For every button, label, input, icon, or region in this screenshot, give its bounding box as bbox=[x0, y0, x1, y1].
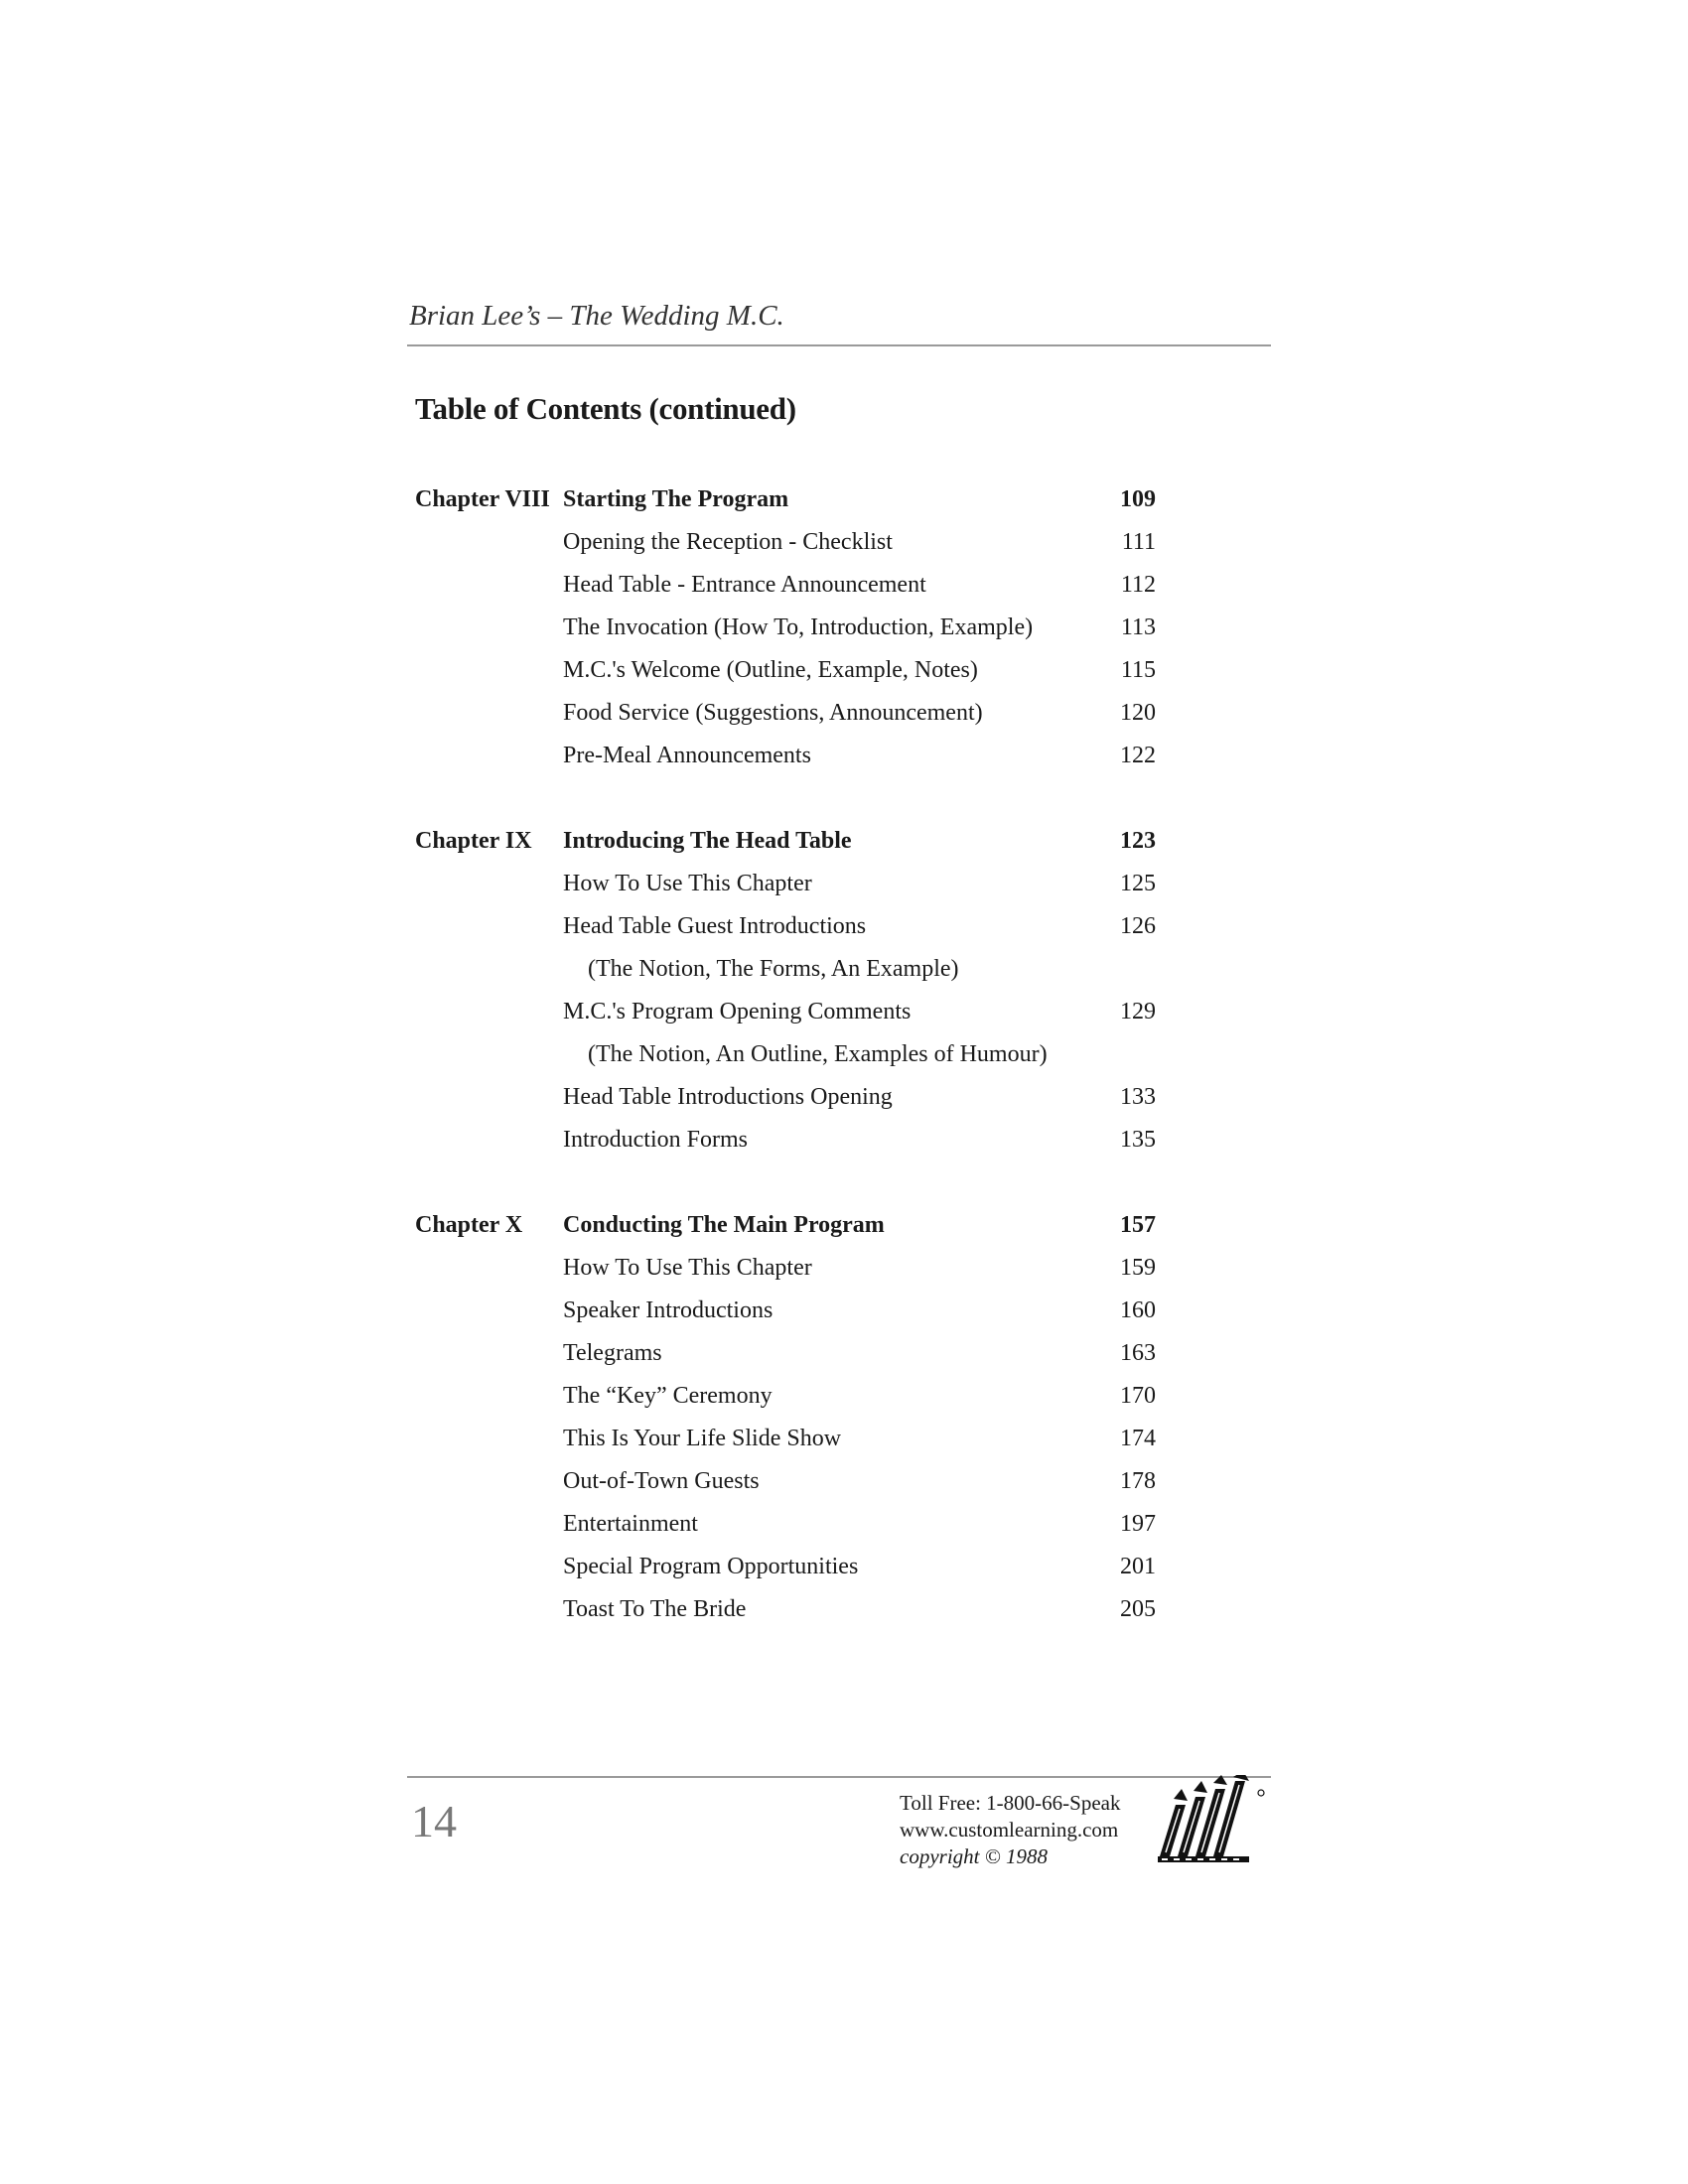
toc-entry bbox=[415, 692, 1160, 735]
toc-entry bbox=[415, 521, 1160, 564]
entry-page: 178 bbox=[1120, 1468, 1156, 1494]
entry-page: 126 bbox=[1120, 913, 1156, 939]
toc-entry-note bbox=[415, 1033, 1160, 1076]
entry-title: How To Use This Chapter bbox=[563, 871, 812, 896]
entry-page: 133 bbox=[1120, 1084, 1156, 1110]
entry-page: 113 bbox=[1120, 614, 1156, 640]
entry-title: Opening the Reception - Checklist bbox=[563, 529, 893, 555]
chapter-page: 123 bbox=[1120, 828, 1156, 854]
toc-entry bbox=[415, 1332, 1160, 1375]
entry-title: The Invocation (How To, Introduction, Example) bbox=[563, 614, 1034, 640]
toc-entry-note bbox=[415, 948, 1160, 991]
entry-page: 111 bbox=[1121, 529, 1156, 555]
copyright-notice: copyright © 1988 bbox=[900, 1844, 1048, 1868]
entry-page: 115 bbox=[1120, 657, 1156, 683]
chapter-heading bbox=[415, 1204, 1160, 1247]
toc-list bbox=[415, 478, 1160, 1674]
chapter-label: Chapter IX bbox=[415, 828, 532, 854]
toc-entry bbox=[415, 991, 1160, 1033]
toll-free-number: Toll Free: 1-800-66-Speak bbox=[900, 1791, 1121, 1815]
entry-title: Telegrams bbox=[563, 1340, 662, 1366]
website-url: www.customlearning.com bbox=[900, 1818, 1119, 1842]
entry-title: Toast To The Bride bbox=[563, 1596, 747, 1622]
toc-section-chapter-x bbox=[415, 1204, 1160, 1631]
chapter-label: Chapter X bbox=[415, 1212, 523, 1238]
entry-page: 160 bbox=[1120, 1297, 1156, 1323]
header-rule bbox=[407, 344, 1271, 346]
entry-title: Head Table - Entrance Announcement bbox=[563, 572, 926, 598]
toc-entry bbox=[415, 1418, 1160, 1460]
footer-contact bbox=[900, 1790, 1120, 1870]
entry-page: 174 bbox=[1120, 1426, 1156, 1451]
entry-page: 201 bbox=[1120, 1554, 1156, 1579]
entry-page: 125 bbox=[1120, 871, 1156, 896]
toc-entry bbox=[415, 863, 1160, 905]
entry-title: Speaker Introductions bbox=[563, 1297, 774, 1323]
entry-title: M.C.'s Welcome (Outline, Example, Notes) bbox=[563, 657, 978, 683]
toc-entry bbox=[415, 1119, 1160, 1161]
toc-entry bbox=[415, 1375, 1160, 1418]
toc-entry bbox=[415, 649, 1160, 692]
entry-title: Pre-Meal Announcements bbox=[563, 743, 811, 768]
entry-page: 112 bbox=[1120, 572, 1156, 598]
toc-entry bbox=[415, 905, 1160, 948]
entry-title: Food Service (Suggestions, Announcement) bbox=[563, 700, 983, 726]
chapter-title: Conducting The Main Program bbox=[563, 1212, 885, 1238]
toc-entry bbox=[415, 1546, 1160, 1588]
page-number: 14 bbox=[411, 1796, 457, 1846]
toc-entry bbox=[415, 1247, 1160, 1290]
chapter-title: Starting The Program bbox=[563, 486, 789, 512]
chapter-title: Introducing The Head Table bbox=[563, 828, 852, 854]
chapter-heading bbox=[415, 820, 1160, 863]
publisher-logo-icon bbox=[1156, 1775, 1273, 1864]
entry-title: Head Table Guest Introductions bbox=[563, 913, 867, 939]
entry-title: The “Key” Ceremony bbox=[563, 1383, 773, 1409]
entry-title: M.C.'s Program Opening Comments bbox=[563, 999, 912, 1024]
entry-title: Out-of-Town Guests bbox=[563, 1468, 760, 1494]
entry-title: How To Use This Chapter bbox=[563, 1255, 812, 1281]
entry-page: 170 bbox=[1120, 1383, 1156, 1409]
entry-page: 135 bbox=[1120, 1127, 1156, 1153]
entry-page: 205 bbox=[1120, 1596, 1156, 1622]
toc-entry bbox=[415, 1460, 1160, 1503]
entry-title: This Is Your Life Slide Show bbox=[563, 1426, 842, 1451]
entry-page: 197 bbox=[1120, 1511, 1156, 1537]
entry-page: 120 bbox=[1120, 700, 1156, 726]
chapter-heading bbox=[415, 478, 1160, 521]
chapter-label: Chapter VIII bbox=[415, 486, 550, 512]
entry-title: Introduction Forms bbox=[563, 1127, 748, 1153]
entry-title: Head Table Introductions Opening bbox=[563, 1084, 893, 1110]
toc-entry bbox=[415, 607, 1160, 649]
running-head: Brian Lee’s – The Wedding M.C. bbox=[409, 300, 784, 332]
entry-note: (The Notion, An Outline, Examples of Humour) bbox=[588, 1041, 1048, 1067]
toc-entry bbox=[415, 1076, 1160, 1119]
entry-title: Entertainment bbox=[563, 1511, 698, 1537]
entry-page: 122 bbox=[1120, 743, 1156, 768]
toc-entry bbox=[415, 564, 1160, 607]
toc-title: Table of Contents (continued) bbox=[415, 391, 796, 426]
entry-title: Special Program Opportunities bbox=[563, 1554, 859, 1579]
entry-page: 163 bbox=[1120, 1340, 1156, 1366]
entry-page: 159 bbox=[1120, 1255, 1156, 1281]
toc-entry bbox=[415, 735, 1160, 777]
entry-note: (The Notion, The Forms, An Example) bbox=[588, 956, 959, 982]
footer-rule bbox=[407, 1776, 1271, 1778]
chapter-page: 157 bbox=[1120, 1212, 1156, 1238]
entry-page: 129 bbox=[1120, 999, 1156, 1024]
toc-entry bbox=[415, 1503, 1160, 1546]
toc-entry bbox=[415, 1290, 1160, 1332]
toc-section-chapter-ix bbox=[415, 820, 1160, 1161]
chapter-page: 109 bbox=[1120, 486, 1156, 512]
toc-entry bbox=[415, 1588, 1160, 1631]
toc-section-chapter-viii bbox=[415, 478, 1160, 777]
